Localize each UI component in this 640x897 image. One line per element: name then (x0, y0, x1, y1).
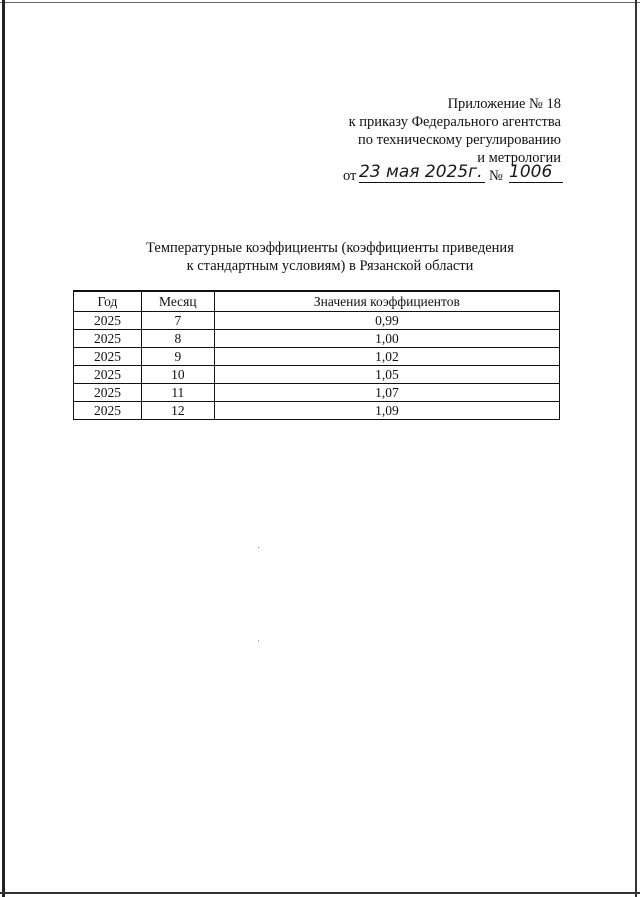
cell-month: 9 (141, 348, 214, 366)
scan-edge-right (635, 0, 637, 897)
handwritten-date: 23 мая 2025г. (359, 162, 485, 183)
order-reference-line: к приказу Федерального агентства (348, 114, 561, 130)
from-label: от (343, 168, 357, 184)
scan-speck (258, 640, 259, 641)
cell-month: 8 (141, 330, 214, 348)
cell-year: 2025 (74, 348, 142, 366)
cell-year: 2025 (74, 384, 142, 402)
column-header-year: Год (74, 291, 142, 312)
agency-line: по техническому регулированию (357, 132, 561, 148)
title-line-2: к стандартным условиям) в Рязанской области (186, 258, 474, 274)
scan-edge-top (0, 2, 640, 3)
column-header-month: Месяц (141, 291, 214, 312)
cell-month: 12 (141, 402, 214, 420)
cell-year: 2025 (74, 330, 142, 348)
order-date-number-line (343, 164, 563, 188)
table-row (74, 312, 560, 330)
cell-value: 1,09 (214, 402, 559, 420)
cell-month: 11 (141, 384, 214, 402)
title-line-1: Температурные коэффициенты (коэффициенты приведения (146, 240, 514, 256)
coefficients-table (73, 290, 560, 420)
cell-value: 0,99 (214, 312, 559, 330)
cell-value: 1,07 (214, 384, 559, 402)
table-row (74, 402, 560, 420)
table-row (74, 330, 560, 348)
table-header-row (74, 291, 560, 312)
cell-value: 1,02 (214, 348, 559, 366)
scan-speck (258, 547, 259, 548)
document-title (60, 239, 600, 275)
column-header-value: Значения коэффициентов (214, 291, 559, 312)
cell-value: 1,00 (214, 330, 559, 348)
cell-year: 2025 (74, 402, 142, 420)
table-row (74, 366, 560, 384)
cell-month: 7 (141, 312, 214, 330)
table-row (74, 348, 560, 366)
appendix-header (349, 95, 561, 167)
metrology-line: и метрологии (477, 150, 561, 166)
cell-month: 10 (141, 366, 214, 384)
table-row (74, 384, 560, 402)
cell-year: 2025 (74, 312, 142, 330)
cell-value: 1,05 (214, 366, 559, 384)
number-label: № (489, 168, 503, 184)
scan-edge-left (2, 0, 5, 897)
cell-year: 2025 (74, 366, 142, 384)
handwritten-order-number: 1006 (509, 162, 563, 183)
scan-edge-bottom (0, 892, 640, 894)
appendix-number: Приложение № 18 (447, 96, 561, 112)
